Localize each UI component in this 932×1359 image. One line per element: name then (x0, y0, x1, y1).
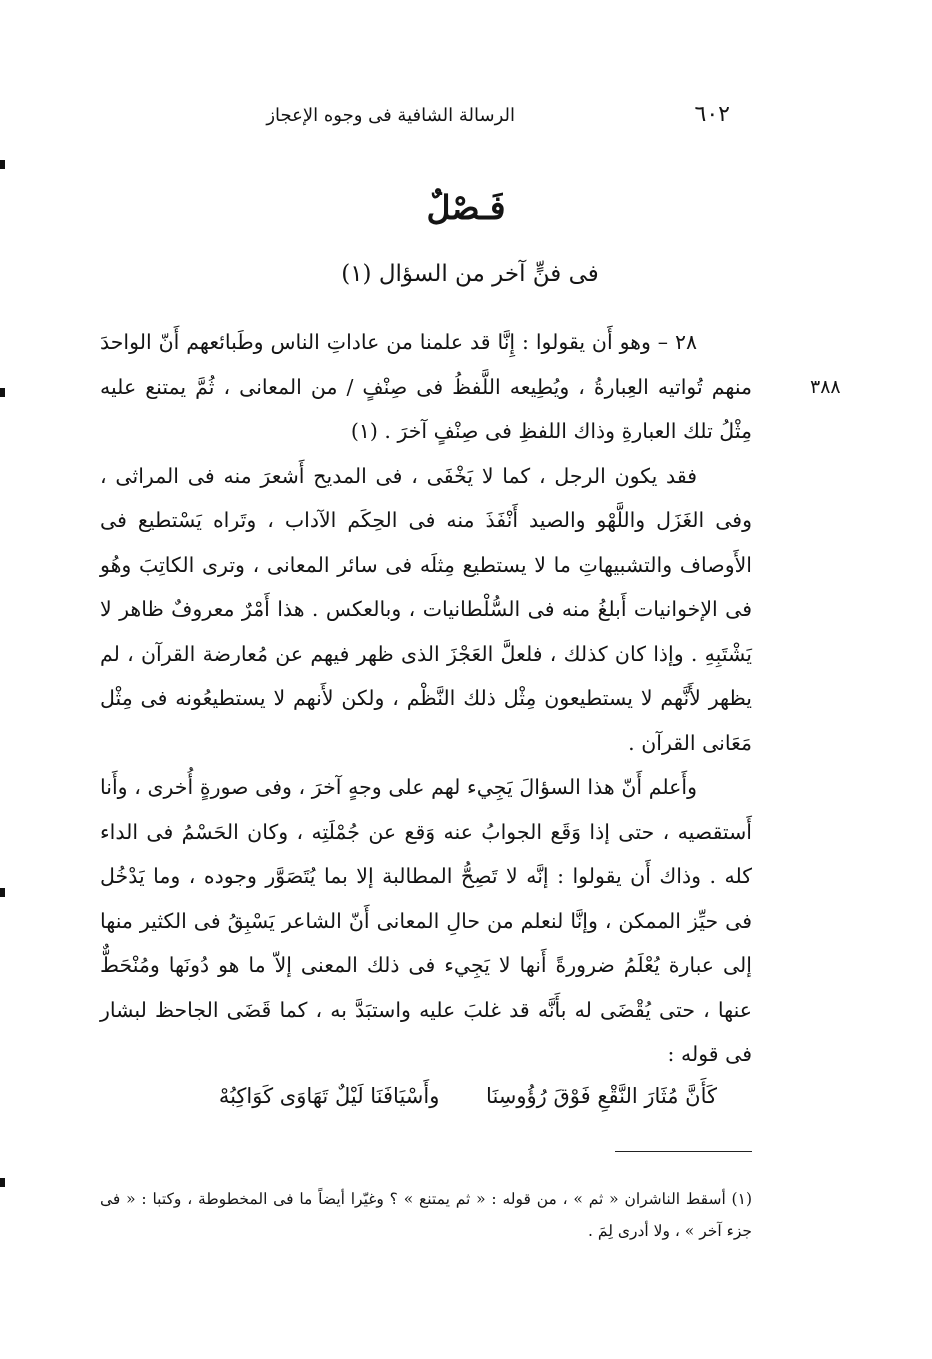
paragraph: ٢٨ – وهو أَن يقولوا : إِنَّا قد علمنا من عاداتِ الناس وطَبائعهم أَنّ الواحدَ منهم تُواتيه العِبارةُ ، ويُطِيعه اللَّفظُ فى صِنْفٍ / من المعانى ، ثُمَّ يمتنع عليه مِثْلُ تلك العبارةِ وذاك اللفظِ فى صِنْفٍ آخرَ . (١) (100, 330, 752, 443)
running-title: الرسالة الشافية فى وجوه الإعجاز (266, 105, 515, 126)
page-edge-mark (0, 888, 5, 897)
page-edge-mark (0, 388, 5, 397)
page-edge-mark (0, 160, 5, 169)
page-edge-mark (0, 1178, 5, 1187)
body-text (100, 320, 752, 1077)
paragraph: وأَعلم أَنّ هذا السؤالَ يَجِيء لهم على وجهٍ آخرَ ، وفى صورةٍ أُخرى ، وأَنا أَستقصيه ، حتى إذا وَقَع الجوابُ عنه وَقع عن جُمْلَتِه ، وكان الحَسْمُ فى الداء كله . وذاك أَن يقولوا : إنَّه لا تَصِحُّ المطالبة إلا بما يُتَصَوَّر وجوده ، وما يَدْخُل فى حيِّز الممكن ، وإنَّا لنعلم من حالِ المعانى أَنّ الشاعر يَسْبِقُ فى الكثير منها إلى عبارة يُعْلَمُ ضرورةً أَنها لا يَجِيء فى ذلك المعنى إلاّ ما هو دُونَها ومُنْحَطٌّ عنها ، حتى يُقْضَى له بأَنَّه قد غلبَ عليه واستبَدَّ به ، كما قَضَى الجاحظ لبشار فى قوله : (100, 775, 752, 1066)
running-head (266, 100, 730, 134)
section-heading: فَـصْلٌ (426, 188, 506, 227)
manuscript-folio-number: ٣٨٨ (810, 376, 841, 398)
poetry-verse (219, 1078, 717, 1114)
verse-first-hemistich: كَأَنَّ مُثَارَ النَّقْعِ فَوْقَ رُؤُوسِنَا (486, 1084, 717, 1108)
verse-second-hemistich: وأَسْيَافَنَا لَيْلٌ تَهَاوَى كَوَاكِبُهْ (218, 1084, 440, 1108)
footnote: (١) أسقط الناشران « ثم » ، من قوله : « ثم يمتنع » ؟ وغيّرا أيضاً ما فى المخطوطة ، وكتبا : « فى جزء آخر » ، ولا أدرى لِمَ . (100, 1190, 752, 1240)
section-subheading: فى فنٍّ آخر من السؤال (١) (341, 261, 599, 287)
footnotes (100, 1183, 752, 1247)
paragraph: فقد يكون الرجل ، كما لا يَخْفَى ، فى المديح أَشعرَ منه فى المراثى ، وفى الغَزَل واللَّهْو والصيد أَنْفَذَ منه فى الحِكَم الآداب ، وتَراه يَسْتطيع فى الأَوصاف والتشبيهاتِ ما لا يستطيع مِثلَه فى سائر المعانى ، وترى الكاتِبَ وهُو فى الإخوانيات أَبلغُ منه فى السُّلْطانيات ، وبالعكس . هذا أَمْرٌ معروفٌ ظاهر لا يَشْتَبِهِ . وإذا كان كذلك ، فلعلَّ العَجْزَ الذى ظهر فيهم عن مُعارضة القرآن ، لم يظهر لأَنَّهم لا يستطيعون مِثْل ذلك النَّظْم ، ولكن لأَنهم لا يستطيعُونه فى مِثْل مَعَانى القرآن . (100, 463, 752, 755)
page-number: ٦٠٢ (694, 102, 730, 127)
footnote-divider (615, 1151, 752, 1152)
